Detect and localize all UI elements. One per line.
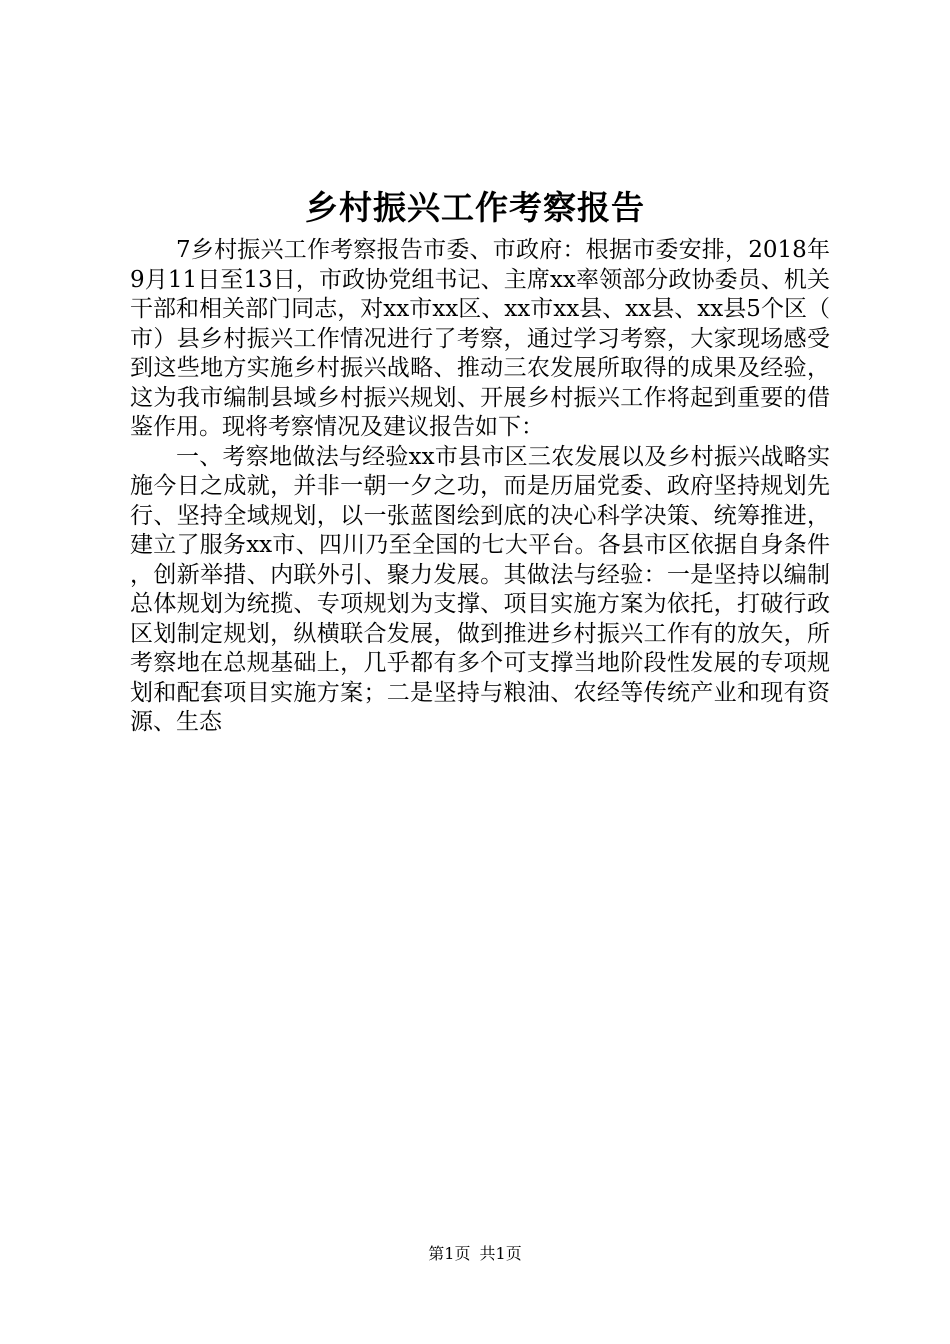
document-body [130,236,830,738]
page-number: 第1页 [428,1244,471,1263]
page-total: 共1页 [479,1244,522,1263]
paragraph-intro: 7乡村振兴工作考察报告市委、市政府：根据市委安排，2018年9月11日至13日，市政协党组书记、主席xx率领部分政协委员、机关干部和相关部门同志，对xx市xx区、xx市xx县、xx县、xx县5个区（市）县乡村振兴工作情况进行了考察，通过学习考察，大家现场感受到这些地方实施乡村振兴战略、推动三农发展所取得的成果及经验，这为我市编制县域乡村振兴规划、开展乡村振兴工作将起到重要的借鉴作用。现将考察情况及建议报告如下： [130,237,830,440]
document-title: 乡村振兴工作考察报告 [305,188,645,227]
paragraph-section-one: 一、考察地做法与经验xx市县市区三农发展以及乡村振兴战略实施今日之成就，并非一朝一夕之功，而是历届党委、政府坚持规划先行、坚持全域规划，以一张蓝图绘到底的决心科学决策、统筹推进，建立了服务xx市、四川乃至全国的七大平台。各县市区依据自身条件，创新举措、内联外引、聚力发展。其做法与经验：一是坚持以编制总体规划为统揽、专项规划为支撑、项目实施方案为依托，打破行政区划制定规划，纵横联合发展，做到推进乡村振兴工作有的放矢，所考察地在总规基础上，几乎都有多个可支撑当地阶段性发展的专项规划和配套项目实施方案；二是坚持与粮油、农经等传统产业和现有资源、生态 [130,443,830,735]
page-footer [0,1243,950,1265]
